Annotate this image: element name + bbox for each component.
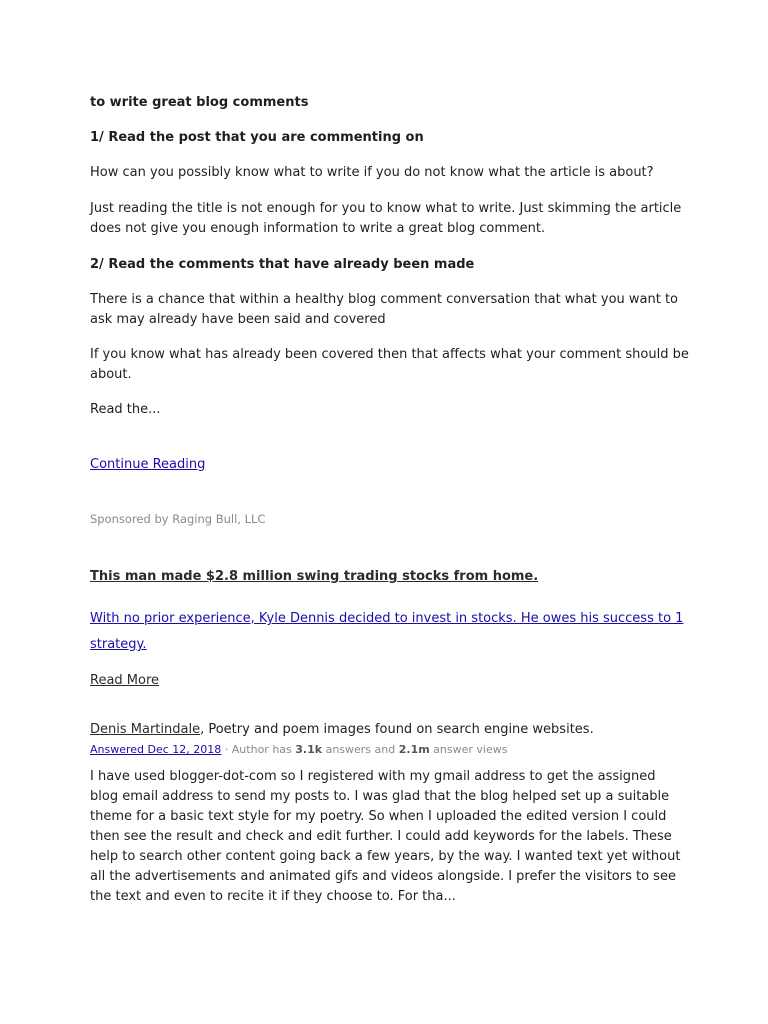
article-paragraph: Just reading the title is not enough for you to know what to write. Just skimming the article [90, 201, 682, 216]
answer-author-line [90, 720, 594, 740]
article-paragraph: There is a chance that within a healthy blog comment conversation that what you want to [90, 292, 679, 307]
answer-text-line: theme for a basic text style for my poetry. So when I uploaded the edited version I could [90, 809, 667, 824]
meta-prefix: · Author has [221, 743, 296, 756]
answers-label: answers and [322, 743, 399, 756]
answer-meta [90, 742, 507, 758]
step2-title: 2/ Read the comments that have already been made [90, 257, 475, 272]
ad-body-link[interactable]: strategy. [90, 637, 147, 652]
answer-text-line: all the advertisements and animated gifs and videos alongside. I prefer the visitors to see [90, 869, 676, 884]
answered-date-link[interactable]: Answered Dec 12, 2018 [90, 743, 222, 756]
article-paragraph: does not give you enough information to write a great blog comment. [90, 221, 546, 236]
answer-text-line: then see the result and check and edit further. I could add keywords for the labels. These [90, 829, 672, 844]
step1-title: 1/ Read the post that you are commenting on [90, 130, 424, 145]
article-paragraph: ask may already have been said and covered [90, 312, 386, 327]
article-paragraph: If you know what has already been covered then that affects what your comment should be [90, 347, 689, 362]
article-paragraph: about. [90, 367, 132, 382]
article-paragraph: Read the... [90, 402, 161, 417]
answer-text-line: the text and even to recite it if they choose to. For tha... [90, 889, 456, 904]
answer-text-line: blog email address to send my posts to. I was glad that the blog helped set up a suitable [90, 789, 670, 804]
article-heading: to write great blog comments [90, 95, 309, 110]
ad-body-link[interactable]: With no prior experience, Kyle Dennis decided to invest in stocks. He owes his success to 1 [90, 611, 684, 626]
answer-text-line: I have used blogger-dot-com so I registered with my gmail address to get the assigned [90, 769, 656, 784]
author-credential: , Poetry and poem images found on search engine websites. [200, 722, 594, 737]
answers-count: 3.1k [295, 743, 323, 756]
author-name-link[interactable]: Denis Martindale [90, 722, 201, 737]
read-more-link[interactable]: Read More [90, 673, 160, 688]
answer-text-line: help to search other content going back a few years, by the way. I wanted text yet without [90, 849, 681, 864]
views-count: 2.1m [398, 743, 430, 756]
ad-headline-link[interactable]: This man made $2.8 million swing trading stocks from home. [90, 569, 539, 584]
continue-reading-link[interactable]: Continue Reading [90, 457, 206, 472]
article-paragraph: How can you possibly know what to write if you do not know what the article is about? [90, 165, 654, 180]
views-label: answer views [429, 743, 508, 756]
sponsor-label: Sponsored by Raging Bull, LLC [90, 512, 266, 526]
